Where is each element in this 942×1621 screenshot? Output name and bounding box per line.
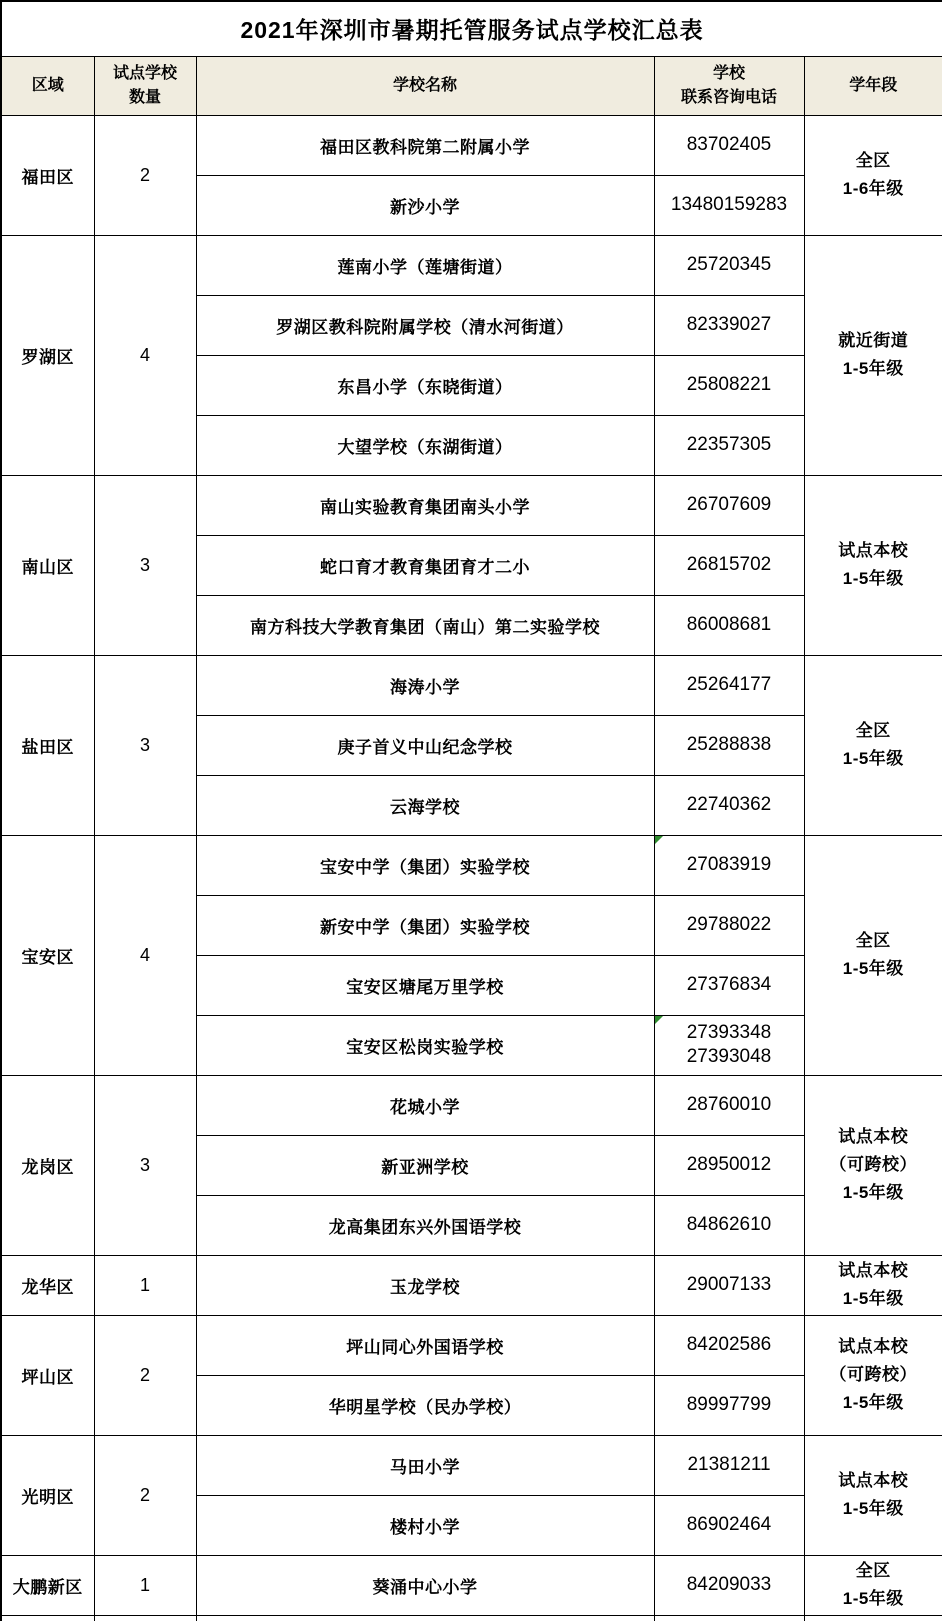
- school-count-cell: [94, 1315, 196, 1435]
- school-count-cell: [94, 475, 196, 655]
- grade-cell: [804, 235, 942, 475]
- grade-cell-line: 1-5年级: [842, 749, 904, 768]
- school-name-cell-line: 云海学校: [390, 797, 460, 817]
- school-name-cell-line: 楼村小学: [390, 1517, 460, 1537]
- phone-cell: [654, 1255, 804, 1315]
- school-name-cell: [196, 895, 654, 955]
- school-name-cell-line: 南山实验教育集团南头小学: [320, 497, 530, 517]
- school-name-cell: [196, 1015, 654, 1075]
- phone-cell-line: 84202586: [686, 1333, 772, 1355]
- school-name-cell-line: 宝安区松岗实验学校: [346, 1037, 504, 1057]
- partial-cell: [196, 1615, 654, 1621]
- grade-cell-line: （可跨校）: [829, 1154, 918, 1174]
- phone-cell-line: 82339027: [686, 313, 772, 335]
- region-cell-line: 福田区: [21, 167, 74, 187]
- grade-cell: [804, 655, 942, 835]
- phone-cell: [654, 955, 804, 1015]
- table-row: [1, 1315, 942, 1375]
- region-cell: [1, 835, 94, 1075]
- school-name-cell-line: 新沙小学: [390, 197, 460, 217]
- phone-cell-line: 25264177: [686, 673, 772, 695]
- phone-cell-line: 22357305: [686, 433, 772, 455]
- school-name-cell-line: 宝安中学（集团）实验学校: [320, 857, 530, 877]
- col-header-region: [1, 56, 94, 115]
- region-cell-line: 罗湖区: [21, 347, 74, 367]
- school-name-cell-line: 新安中学（集团）实验学校: [320, 917, 530, 937]
- header-row: [1, 56, 942, 115]
- phone-cell-line: 27393348: [686, 1021, 772, 1043]
- phone-cell: [654, 835, 804, 895]
- phone-cell: [654, 595, 804, 655]
- region-cell: [1, 475, 94, 655]
- school-count-cell: [94, 835, 196, 1075]
- school-name-cell: [196, 1375, 654, 1435]
- region-cell: [1, 1555, 94, 1615]
- grade-cell-line: 全区: [855, 150, 891, 170]
- phone-cell: [654, 1015, 804, 1075]
- school-name-cell-line: 龙高集团东兴外国语学校: [328, 1217, 522, 1237]
- region-cell: [1, 1255, 94, 1315]
- phone-cell: [654, 355, 804, 415]
- region-cell-line: 盐田区: [21, 737, 74, 757]
- table-row: [1, 1435, 942, 1495]
- school-count-cell-line: 2: [139, 1484, 150, 1505]
- phone-cell-line: 29788022: [686, 913, 772, 935]
- school-name-cell-line: 坪山同心外国语学校: [346, 1337, 504, 1357]
- grade-cell-line: 1-5年级: [842, 1589, 904, 1608]
- school-name-cell-line: 玉龙学校: [390, 1277, 460, 1297]
- school-name-cell: [196, 475, 654, 535]
- partial-cell: [1, 1615, 94, 1621]
- partial-row: [1, 1615, 942, 1621]
- phone-cell-line: 28760010: [686, 1093, 772, 1115]
- grade-cell-line: 全区: [855, 930, 891, 950]
- grade-cell: [804, 835, 942, 1075]
- school-count-cell-line: 3: [139, 554, 150, 575]
- grade-cell-line: 1-5年级: [842, 1499, 904, 1518]
- school-count-cell-line: 4: [139, 344, 150, 365]
- phone-cell: [654, 235, 804, 295]
- phone-cell-line: 89997799: [686, 1393, 772, 1415]
- title-row: [1, 1, 942, 56]
- school-name-cell: [196, 775, 654, 835]
- phone-cell-line: 26815702: [686, 553, 772, 575]
- grade-cell-line: 试点本校: [838, 1126, 909, 1146]
- grade-cell-line: 1-5年级: [842, 359, 904, 378]
- school-name-cell: [196, 715, 654, 775]
- school-count-cell: [94, 115, 196, 235]
- region-cell: [1, 115, 94, 235]
- col-header-phone: [654, 56, 804, 115]
- grade-cell-line: 试点本校: [838, 540, 909, 560]
- school-count-cell-line: 4: [139, 944, 150, 965]
- partial-cell: [804, 1615, 942, 1621]
- grade-cell: [804, 1315, 942, 1435]
- phone-cell: [654, 1495, 804, 1555]
- school-name-cell-line: 罗湖区教科院附属学校（清水河街道）: [276, 317, 574, 337]
- grade-cell-line: 试点本校: [838, 1336, 909, 1356]
- grade-cell-line: 1-5年级: [842, 1289, 904, 1308]
- region-cell: [1, 235, 94, 475]
- school-count-cell: [94, 1435, 196, 1555]
- school-name-cell-line: 马田小学: [390, 1457, 460, 1477]
- school-name-cell: [196, 835, 654, 895]
- grade-cell-line: 1-5年级: [842, 959, 904, 978]
- phone-cell: [654, 1075, 804, 1135]
- school-name-cell-line: 大望学校（东湖街道）: [337, 437, 513, 457]
- school-name-cell: [196, 595, 654, 655]
- school-count-cell-line: 1: [139, 1574, 150, 1595]
- school-name-cell: [196, 1435, 654, 1495]
- school-name-cell-line: 海涛小学: [390, 677, 460, 697]
- region-cell: [1, 1075, 94, 1255]
- phone-cell: [654, 1195, 804, 1255]
- school-name-cell-line: 莲南小学（莲塘街道）: [337, 257, 513, 277]
- col-header-phone-label-line1: 学校: [712, 64, 745, 82]
- school-count-cell: [94, 1555, 196, 1615]
- school-name-cell-line: 东昌小学（东晓街道）: [337, 377, 513, 397]
- table-row: [1, 115, 942, 175]
- school-name-cell-line: 宝安区塘尾万里学校: [346, 977, 504, 997]
- region-cell: [1, 1315, 94, 1435]
- phone-cell-line: 27376834: [686, 973, 772, 995]
- school-name-cell-line: 庚子首义中山纪念学校: [337, 737, 513, 757]
- col-header-phone-label-line2: 联系咨询电话: [680, 88, 777, 106]
- grade-cell: [804, 1555, 942, 1615]
- phone-cell-line: 13480159283: [670, 193, 788, 215]
- grade-cell-line: 1-6年级: [842, 179, 904, 198]
- grade-cell-line: 试点本校: [838, 1470, 909, 1490]
- school-count-cell-line: 1: [139, 1274, 150, 1295]
- region-cell-line: 龙岗区: [21, 1157, 74, 1177]
- school-name-cell: [196, 175, 654, 235]
- region-cell: [1, 1435, 94, 1555]
- col-header-school-name: [196, 56, 654, 115]
- table-row: [1, 655, 942, 715]
- region-cell-line: 龙华区: [21, 1277, 74, 1297]
- school-name-cell: [196, 1135, 654, 1195]
- school-name-cell: [196, 1075, 654, 1135]
- phone-cell: [654, 1135, 804, 1195]
- school-count-cell: [94, 235, 196, 475]
- col-header-school-name-label: 学校名称: [392, 76, 457, 94]
- school-name-cell-line: 蛇口育才教育集团育才二小: [320, 557, 530, 577]
- school-name-cell: [196, 535, 654, 595]
- col-header-count-label-line2: 数量: [128, 88, 161, 106]
- grade-cell-line: 全区: [855, 720, 891, 740]
- school-name-cell-line: 南方科技大学教育集团（南山）第二实验学校: [250, 617, 600, 637]
- phone-cell: [654, 295, 804, 355]
- phone-cell: [654, 535, 804, 595]
- school-name-cell-line: 花城小学: [390, 1097, 460, 1117]
- school-name-cell-line: 福田区教科院第二附属小学: [320, 137, 530, 157]
- phone-cell: [654, 475, 804, 535]
- region-cell: [1, 655, 94, 835]
- table-body: [1, 115, 942, 1621]
- school-name-cell: [196, 115, 654, 175]
- table-row: [1, 235, 942, 295]
- phone-cell: [654, 1315, 804, 1375]
- phone-cell: [654, 415, 804, 475]
- school-count-cell: [94, 1075, 196, 1255]
- grade-cell: [804, 1435, 942, 1555]
- school-name-cell: [196, 1195, 654, 1255]
- school-name-cell: [196, 295, 654, 355]
- phone-cell-line: 28950012: [686, 1153, 772, 1175]
- school-count-cell-line: 3: [139, 734, 150, 755]
- col-header-count: [94, 56, 196, 115]
- table-row: [1, 1555, 942, 1615]
- phone-cell-line: 25808221: [686, 373, 772, 395]
- phone-cell-line: 26707609: [686, 493, 772, 515]
- grade-cell-line: 就近街道: [838, 330, 909, 350]
- phone-cell-line: 84862610: [686, 1213, 772, 1235]
- col-header-region-label: 区域: [31, 76, 64, 94]
- table-row: [1, 835, 942, 895]
- phone-cell: [654, 175, 804, 235]
- school-name-cell: [196, 1495, 654, 1555]
- phone-cell-line: 27393048: [686, 1046, 772, 1067]
- table-row: [1, 475, 942, 535]
- phone-cell: [654, 895, 804, 955]
- phone-cell-line: 21381211: [687, 1453, 771, 1475]
- school-name-cell: [196, 955, 654, 1015]
- grade-cell-line: 试点本校: [838, 1260, 909, 1280]
- phone-cell: [654, 1375, 804, 1435]
- phone-cell: [654, 775, 804, 835]
- school-name-cell: [196, 655, 654, 715]
- region-cell-line: 坪山区: [21, 1367, 74, 1387]
- region-cell-line: 光明区: [21, 1487, 74, 1507]
- school-count-cell-line: 3: [139, 1154, 150, 1175]
- grade-cell-line: 1-5年级: [842, 569, 904, 588]
- grade-cell: [804, 475, 942, 655]
- partial-cell: [94, 1615, 196, 1621]
- phone-cell: [654, 715, 804, 775]
- col-header-grade-label: 学年段: [849, 76, 898, 94]
- col-header-count-label-line1: 试点学校: [112, 64, 177, 82]
- school-count-cell: [94, 1255, 196, 1315]
- school-count-cell-line: 2: [139, 164, 150, 185]
- grade-cell: [804, 1255, 942, 1315]
- grade-cell: [804, 115, 942, 235]
- school-name-cell: [196, 1255, 654, 1315]
- phone-cell-line: 84209033: [686, 1573, 772, 1595]
- phone-cell-line: 29007133: [686, 1273, 772, 1295]
- school-name-cell: [196, 355, 654, 415]
- phone-cell: [654, 655, 804, 715]
- col-header-grade: [804, 56, 942, 115]
- phone-cell-line: 83702405: [686, 133, 772, 155]
- grade-cell-line: （可跨校）: [829, 1364, 918, 1384]
- grade-cell-line: 1-5年级: [842, 1183, 904, 1203]
- page-title: 2021年深圳市暑期托管服务试点学校汇总表: [1, 1, 942, 56]
- school-name-cell: [196, 235, 654, 295]
- phone-cell-line: 25720345: [686, 253, 772, 275]
- school-name-cell-line: 葵涌中心小学: [372, 1577, 478, 1597]
- school-name-cell-line: 华明星学校（民办学校）: [328, 1397, 522, 1417]
- school-name-cell: [196, 1315, 654, 1375]
- table-row: [1, 1255, 942, 1315]
- partial-cell: [654, 1615, 804, 1621]
- phone-cell: [654, 1435, 804, 1495]
- school-name-cell: [196, 415, 654, 475]
- region-cell-line: 南山区: [21, 557, 74, 577]
- table-row: [1, 1075, 942, 1135]
- grade-cell-line: 1-5年级: [842, 1393, 904, 1413]
- school-name-cell: [196, 1555, 654, 1615]
- region-cell-line: 宝安区: [21, 947, 74, 967]
- phone-cell-line: 22740362: [686, 793, 772, 815]
- grade-cell: [804, 1075, 942, 1255]
- phone-cell-line: 86902464: [686, 1513, 772, 1535]
- grade-cell-line: 全区: [855, 1560, 891, 1580]
- region-cell-line: 大鹏新区: [12, 1577, 83, 1597]
- phone-cell: [654, 115, 804, 175]
- phone-cell: [654, 1555, 804, 1615]
- phone-cell-line: 86008681: [686, 613, 772, 635]
- school-count-cell-line: 2: [139, 1364, 150, 1385]
- school-name-cell-line: 新亚洲学校: [381, 1157, 469, 1177]
- phone-cell-line: 27083919: [686, 853, 772, 875]
- school-count-cell: [94, 655, 196, 835]
- phone-cell-line: 25288838: [686, 733, 772, 755]
